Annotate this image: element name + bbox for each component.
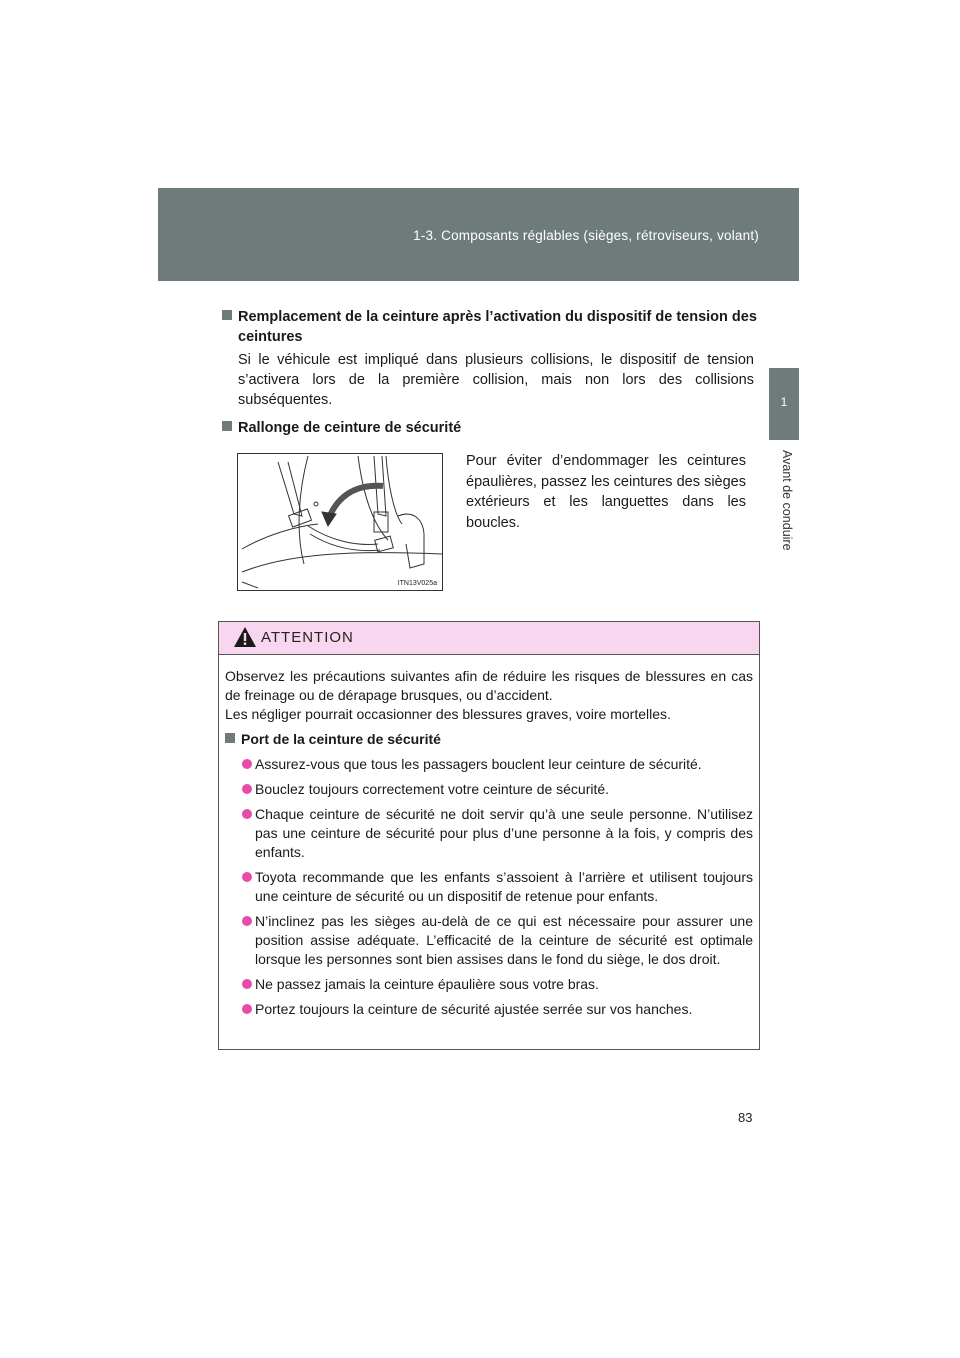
list-item (225, 975, 753, 994)
bullet-dot-icon (242, 979, 252, 989)
attention-intro-line2: Les négliger pourrait occasionner des blessures graves, voire mortelles. (225, 706, 671, 722)
attention-title: ATTENTION (261, 629, 354, 646)
bullet-dot-icon (242, 1004, 252, 1014)
paragraph-extender: Pour éviter d’endommager les ceintures épaulières, passez les ceintures des sièges extérieurs et les languettes dans les boucles. (466, 453, 746, 531)
square-bullet-icon (222, 421, 232, 431)
list-item-text: Portez toujours la ceinture de sécurité ajustée serrée sur vos hanches. (255, 1001, 693, 1017)
list-item (225, 912, 753, 969)
list-item-text: Ne passez jamais la ceinture épaulière sous votre bras. (255, 976, 599, 992)
list-item-text: Assurez-vous que tous les passagers bouclent leur ceinture de sécurité. (255, 756, 702, 772)
header-bar (158, 188, 799, 281)
attention-list (225, 755, 753, 1019)
attention-box (218, 621, 760, 1050)
bullet-dot-icon (242, 784, 252, 794)
attention-body (219, 655, 759, 1019)
attention-subheading (225, 730, 753, 749)
list-item-text: Chaque ceinture de sécurité ne doit servir qu’à une seule personne. N’utilisez pas une ceinture de sécurité pour plus d’une personne à la fois, y compris des enfants. (255, 806, 753, 860)
list-item (225, 805, 753, 862)
bullet-dot-icon (242, 916, 252, 926)
chapter-number: 1 (780, 395, 788, 409)
seatbelt-drawing (238, 454, 442, 590)
heading-extender-text: Rallonge de ceinture de sécurité (238, 420, 462, 436)
chapter-label: Avant de conduire (780, 450, 794, 551)
figure-code: ITN13V025a (397, 580, 437, 587)
attention-subheading-text: Port de la ceinture de sécurité (241, 731, 441, 747)
section-title: 1-3. Composants réglables (sièges, rétroviseurs, volant) (413, 228, 759, 243)
list-item (225, 780, 753, 799)
square-bullet-icon (222, 310, 232, 320)
paragraph-replacement: Si le véhicule est impliqué dans plusieurs collisions, le dispositif de tension s’activera lors de la première collision, mais non lors des collisions subséquentes. (238, 352, 754, 408)
list-item (225, 755, 753, 774)
list-item-text: Bouclez toujours correctement votre ceinture de sécurité. (255, 781, 610, 797)
heading-replacement (222, 307, 770, 347)
list-item-text: N’inclinez pas les sièges au-delà de ce qui est nécessaire pour assurer une position assise adéquate. L’efficacité de la ceinture de sécurité est optimale lorsque les personnes sont bien assises dans le fond du siège, le dos droit. (255, 913, 753, 967)
chapter-tab (769, 368, 799, 440)
bullet-dot-icon (242, 759, 252, 769)
list-item (225, 1000, 753, 1019)
heading-extender (222, 418, 754, 438)
list-item (225, 868, 753, 906)
bullet-dot-icon (242, 809, 252, 819)
square-bullet-icon (225, 733, 235, 743)
heading-replacement-text: Remplacement de la ceinture après l’activation du dispositif de tension des ceintures (238, 309, 757, 345)
attention-intro-line1: Observez les précautions suivantes afin de réduire les risques de blessures en cas de freinage ou de dérapage brusques, ou d’accident. (225, 668, 753, 703)
list-item-text: Toyota recommande que les enfants s’assoient à l’arrière et utilisent toujours une ceinture de sécurité ou un dispositif de retenue pour enfants. (255, 869, 753, 904)
attention-intro (225, 667, 753, 724)
warning-icon (233, 626, 257, 648)
attention-header (219, 622, 759, 655)
bullet-dot-icon (242, 872, 252, 882)
page-number: 83 (738, 1110, 753, 1125)
seatbelt-illustration (237, 453, 443, 591)
